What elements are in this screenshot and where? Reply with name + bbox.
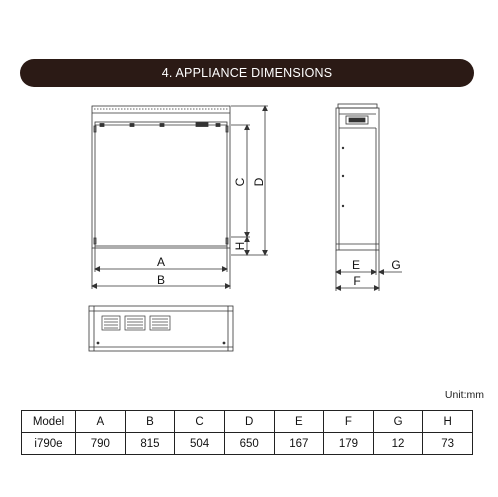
side-view-drawing [336, 104, 379, 250]
header-cell: B [125, 411, 175, 433]
label-e: E [351, 258, 361, 272]
section-title: 4. APPLIANCE DIMENSIONS [161, 66, 333, 80]
label-g: G [391, 258, 401, 272]
table-cell: 650 [224, 433, 274, 455]
table-row [22, 433, 473, 455]
table-cell: 179 [324, 433, 374, 455]
header-cell: C [175, 411, 225, 433]
header-cell: Model [22, 411, 76, 433]
label-b: B [156, 273, 166, 287]
header-cell: A [76, 411, 126, 433]
label-a: A [156, 255, 166, 269]
header-cell: D [224, 411, 274, 433]
table-header-row [22, 411, 473, 433]
table-cell: i790e [22, 433, 76, 455]
table-cell: 815 [125, 433, 175, 455]
table-cell: 73 [423, 433, 473, 455]
label-h: H [233, 241, 247, 251]
label-f: F [353, 274, 361, 288]
label-d: D [252, 177, 266, 187]
dimensions-table [21, 410, 473, 455]
top-view-drawing [89, 306, 233, 351]
header-cell: E [274, 411, 324, 433]
header-cell: G [373, 411, 423, 433]
unit-label: Unit:mm [444, 389, 484, 401]
header-cell: H [423, 411, 473, 433]
table-cell: 790 [76, 433, 126, 455]
front-view-drawing [92, 106, 230, 248]
table-cell: 167 [274, 433, 324, 455]
table-cell: 12 [373, 433, 423, 455]
label-c: C [233, 177, 247, 187]
table-cell: 504 [175, 433, 225, 455]
header-cell: F [324, 411, 374, 433]
top-view-vents [102, 316, 170, 330]
